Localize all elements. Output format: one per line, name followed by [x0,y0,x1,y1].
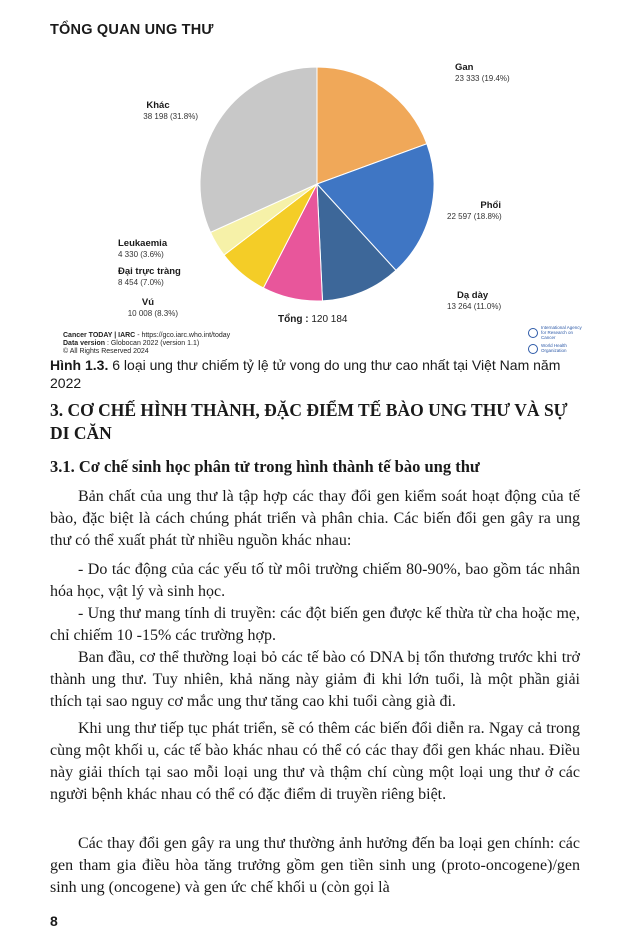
slice-name: Gan [455,62,474,73]
credit-url: - https://gco.iarc.who.int/today [135,332,231,339]
pie-chart-svg [0,0,635,360]
slice-name: Phổi [480,200,501,211]
credit-version: : Globocan 2022 (version 1.1) [105,340,200,348]
slice-value: 38 198 (31.8%) [143,111,198,121]
total-value: 120 184 [311,314,348,325]
total-label: Tổng [278,314,303,325]
caption-text: 6 loại ung thư chiếm tỷ lệ tử vong do ung thư cao nhất tại Việt Nam năm 2022 [50,357,561,392]
iarc-logo-text: International Agency for Research on Cancer [541,325,582,340]
label-phoi [447,200,502,222]
paragraph: Các thay đổi gen gây ra ung thư thường ảnh hưởng đến ba loại gen chính: các gen tham gia điều hòa tăng trưởng gồm gen tiền sinh ung (proto-oncogene)/gen sinh ung (oncogene) và gen ức chế khối u (còn gọi là [50,835,580,896]
paragraph: Bản chất của ung thư là tập hợp các thay đổi gen kiểm soát hoạt động của tế bào, đặc biệt là cách chúng phát triển và phân chia. Các biến đổi gen gây ra ung thư có thể xuất phát từ nhiều nguồn khác nhau: [50,488,580,549]
slice-value: 22 597 (18.8%) [447,211,502,221]
label-vu [118,297,178,319]
label-da-day [447,290,501,312]
credit-source: Cancer TODAY | IARC [63,332,136,339]
slice-value: 10 008 (8.3%) [127,308,178,318]
slice-name: Vú [141,297,155,308]
paragraph: Ban đầu, cơ thể thường loại bỏ các tế bào có DNA bị tổn thương trước khi trở thành ung thư. Tuy nhiên, khả năng này giảm đi khi lớn tuổi, là một phần giải thích tại sao nguy cơ mắc ung thư tăng cao khi tuổi càng già đi. [50,649,580,710]
page-number: 8 [50,913,58,929]
slice-value: 8 454 (7.0%) [118,277,164,287]
credit-copyright: © All Rights Reserved 2024 [63,348,149,356]
iarc-logo-icon [528,328,538,338]
slice-value: 23 333 (19.4%) [455,73,510,83]
label-leukaemia [118,238,198,260]
label-khac [118,100,198,122]
slice-name: Leukaemia [118,238,168,249]
credit-version-label: Data version [63,340,106,348]
slice-name: Đại trực tràng [118,266,181,277]
paragraph: - Do tác động của các yếu tố từ môi trường chiếm 80-90%, bao gồm tác nhân hóa học, vật lý và sinh học. [50,561,580,600]
slice-value: 13 264 (11.0%) [447,301,502,311]
chart-credits [63,332,230,356]
pie-chart [0,0,635,360]
slice-name: Khác [146,100,170,111]
iarc-logo [528,326,588,341]
paragraph: Khi ung thư tiếp tục phát triển, sẽ có thêm các biến đổi diễn ra. Ngay cả trong cùng một khối u, các tế bào khác nhau có thể có các thay đổi gen khác nhau. Điều này giải thích tại sao mỗi loại ung thư và thậm chí cùng một loại ung thư ở các người bệnh khác nhau có thể có đặc điểm di truyền riêng biệt. [50,720,580,803]
slice-name: Dạ dày [457,290,489,301]
paragraph: - Ung thư mang tính di truyền: các đột biến gen được kế thừa từ cha hoặc mẹ, chỉ chiếm 10 -15% các trường hợp. [50,605,580,644]
who-logo [528,344,588,354]
label-gan [455,62,510,84]
caption-label: Hình 1.3. [50,357,109,373]
label-dai-truc-trang [118,266,198,288]
organization-logos [528,326,588,357]
chart-total: Tổng : 120 184 [278,314,348,325]
who-logo-text: World Health Organization [541,342,567,353]
slice-value: 4 330 (3.6%) [118,249,164,259]
who-logo-icon [528,344,538,354]
section-heading: 3. CƠ CHẾ HÌNH THÀNH, ĐẶC ĐIỂM TẾ BÀO UNG THƯ VÀ SỰ DI CĂN [50,400,568,443]
figure-caption [50,356,585,392]
running-header: TỔNG QUAN UNG THƯ [50,22,214,38]
subsection-heading: 3.1. Cơ chế sinh học phân tử trong hình thành tế bào ung thư [50,457,480,476]
